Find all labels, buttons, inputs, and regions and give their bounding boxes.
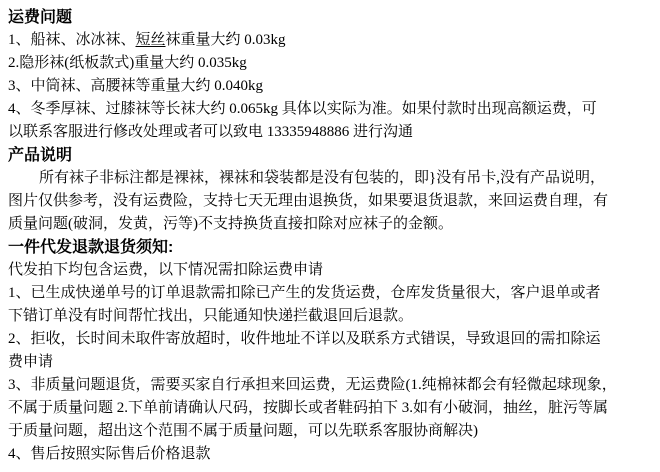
text-line: 于质量问题，超出这个范围不属于质量问题，可以先联系客服协商解决) bbox=[8, 423, 478, 439]
text-line-phone: 以联系客服进行修改处理或者可以致电 13335948886 进行沟通 bbox=[8, 124, 414, 140]
text-line: 不属于质量问题 2.下单前请确认尺码，按脚长或者鞋码拍下 3.如有小破洞，抽丝，脏污等属 bbox=[8, 400, 609, 416]
text-segment: 1、船袜、冰冰袜、 bbox=[8, 32, 136, 48]
text-line: 4、冬季厚袜、过膝袜等长袜大约 0.065kg 具体以实际为准。如果付款时出现高额运费，可 bbox=[8, 101, 597, 117]
text-line: 质量问题(破洞，发黄，污等)不支持换货直接扣除对应袜子的金额。 bbox=[8, 216, 453, 232]
underlined-text: 短丝 bbox=[135, 32, 166, 48]
text-line: 费申请 bbox=[8, 354, 54, 370]
text-line: 4、售后按照实际售后价格退款 bbox=[8, 446, 211, 462]
section-heading-shipping-fees: 运费问题 bbox=[8, 9, 73, 26]
text-line: 1、已生成快递单号的订单退款需扣除已产生的发货运费，仓库发货量很大，客户退单或者 bbox=[8, 285, 601, 301]
text-line: 3、中筒袜、高腰袜等重量大约 0.040kg bbox=[8, 78, 264, 94]
text-line: 所有袜子非标注都是裸袜，裸袜和袋装都是没有包装的，即}没有吊卡,没有产品说明， bbox=[39, 170, 605, 186]
text-segment: 袜重量大约 0.03kg bbox=[165, 32, 286, 48]
text-line: 图片仅供参考，没有运费险，支持七天无理由退换货，如果要退货退款，来回运费自理，有 bbox=[8, 193, 609, 209]
text-line: 下错订单没有时间帮忙找出，只能通知快递拦截退回后退款。 bbox=[8, 308, 414, 324]
text-line: 代发拍下均包含运费，以下情况需扣除运费申请 bbox=[8, 262, 324, 278]
section-heading-product-description: 产品说明 bbox=[8, 147, 73, 164]
text-line: 2、拒收，长时间未取件寄放超时，收件地址不详以及联系方式错误，导致退回的需扣除运 bbox=[8, 331, 601, 347]
text-line bbox=[8, 29, 656, 52]
text-line: 2.隐形袜(纸板款式)重量大约 0.035kg bbox=[8, 55, 247, 71]
text-line: 3、非质量问题退货，需要买家自行承担来回运费，无运费险(1.纯棉袜都会有轻微起球现象， bbox=[8, 377, 617, 393]
section-heading-dropship-refund-notice: 一件代发退款退货须知: bbox=[8, 239, 174, 256]
